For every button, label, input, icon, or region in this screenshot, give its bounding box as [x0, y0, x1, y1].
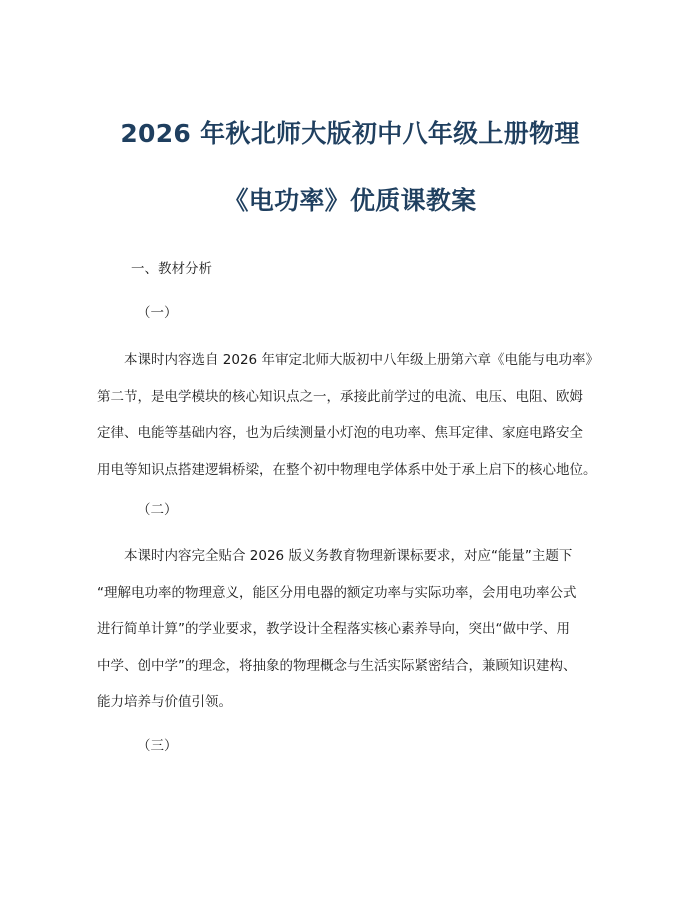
- paragraph-line: 用电等知识点搭建逻辑桥梁，在整个初中物理电学体系中处于承上启下的核心地位。: [97, 461, 597, 478]
- paragraph-line: 能力培养与价值引领。: [97, 694, 232, 710]
- paragraph-line: 本课时内容选自 2026 年审定北师大版初中八年级上册第六章《电能与电功率》: [124, 352, 599, 368]
- subsection-label-1: （一）: [137, 305, 178, 321]
- document-title-line-2: 《电功率》优质课教案: [223, 186, 477, 215]
- paragraph-line: 中学、创中学”的理念，将抽象的物理概念与生活实际紧密结合，兼顾知识建构、: [97, 657, 577, 674]
- paragraph-line: 进行简单计算”的学业要求，教学设计全程落实核心素养导向，突出“做中学、用: [97, 621, 570, 637]
- subsection-label-3: （三）: [137, 738, 178, 754]
- paragraph-2: [97, 538, 611, 721]
- section-heading: 一、教材分析: [131, 261, 212, 277]
- paragraph-line: “理解电功率的物理意义，能区分用电器的额定功率与实际功率，会用电功率公式: [97, 584, 577, 601]
- paragraph-1: [97, 342, 611, 488]
- paragraph-line: 定律、电能等基础内容，也为后续测量小灯泡的电功率、焦耳定律、家庭电路安全: [97, 425, 583, 441]
- document-title-line-1: 2026 年秋北师大版初中八年级上册物理: [120, 119, 580, 148]
- paragraph-line: 第二节，是电学模块的核心知识点之一，承接此前学过的电流、电压、电阻、欧姆: [97, 388, 583, 405]
- subsection-label-2: （二）: [137, 502, 178, 518]
- paragraph-line: 本课时内容完全贴合 2026 版义务教育物理新课标要求，对应“能量”主题下: [124, 548, 573, 564]
